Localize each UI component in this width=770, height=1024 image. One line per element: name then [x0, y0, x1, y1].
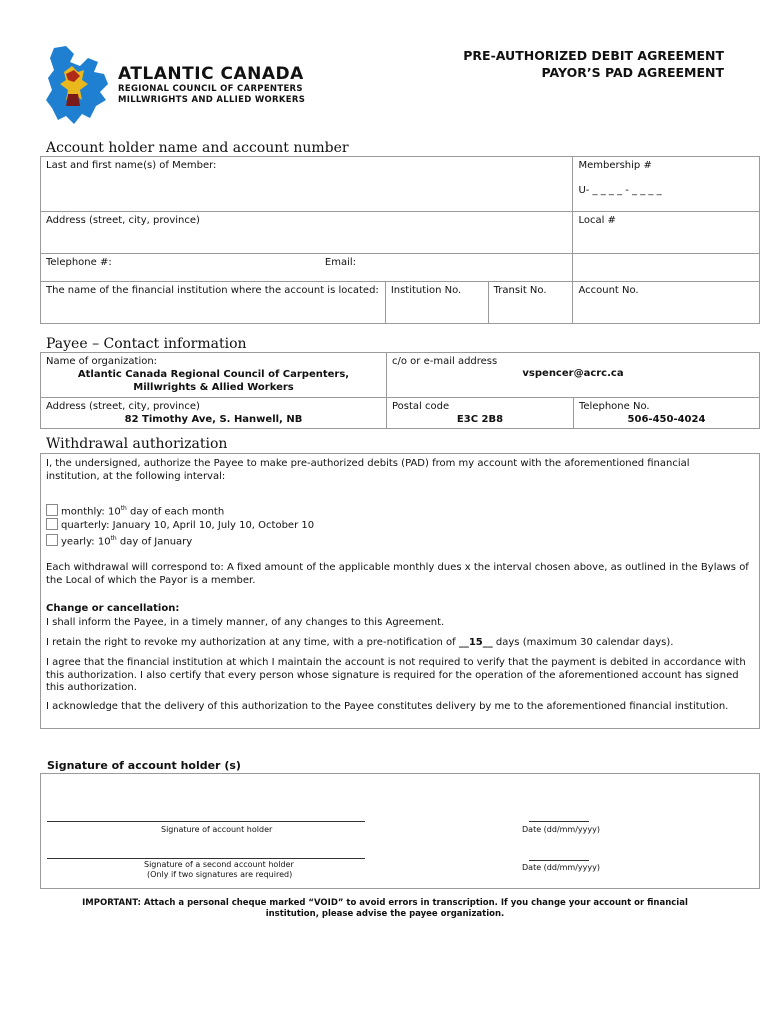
checkbox-quarterly[interactable]: [46, 518, 58, 530]
transit-no-field[interactable]: Transit No.: [488, 282, 573, 324]
org-name: ATLANTIC CANADA: [118, 64, 304, 84]
institution-name-field[interactable]: The name of the financial institution where the account is located:: [41, 282, 386, 324]
signature-label-1: Signature of account holder: [161, 825, 273, 834]
account-no-field[interactable]: Account No.: [573, 282, 760, 324]
option-quarterly[interactable]: quarterly: January 10, April 10, July 10, October 10: [46, 518, 314, 533]
withdrawal-intro: I, the undersigned, authorize the Payee to make pre-authorized debits (PAD) from my account with the aforementioned financial institution, at the following interval:: [46, 458, 690, 482]
blank-cell: [573, 254, 760, 282]
payee-section-title: Payee – Contact information: [46, 336, 247, 352]
payee-org-cell: Name of organization: Atlantic Canada Regional Council of Carpenters, Millwrights & Allied Workers: [41, 353, 387, 398]
option-yearly[interactable]: yearly: 10th day of January: [46, 533, 192, 549]
account-table: [40, 156, 760, 324]
date-line-1[interactable]: [529, 821, 589, 822]
withdrawal-box: [40, 453, 760, 729]
payee-phone-cell: Telephone No. 506-450-4024: [574, 398, 760, 429]
member-name-field[interactable]: Last and first name(s) of Member:: [41, 157, 573, 212]
signature-note-2: (Only if two signatures are required): [147, 870, 293, 879]
address-field[interactable]: Address (street, city, province): [41, 212, 573, 254]
doc-title-1: PRE-AUTHORIZED DEBIT AGREEMENT: [463, 48, 724, 63]
payee-address-cell: Address (street, city, province) 82 Timothy Ave, S. Hanwell, NB: [41, 398, 387, 429]
org-line2: REGIONAL COUNCIL OF CARPENTERS: [118, 84, 303, 94]
important-note: IMPORTANT: Attach a personal cheque marked “VOID” to avoid errors in transcription. If you change your account or financial institution, please advise the payee organization.: [82, 898, 688, 919]
membership-field[interactable]: Membership # U- _ _ _ _ - _ _ _ _: [573, 157, 760, 212]
amount-text: Each withdrawal will correspond to: A fixed amount of the applicable monthly dues x the interval chosen above, as outlined in the Bylaws of the Local of which the Payor is a member.: [46, 562, 749, 586]
checkbox-monthly[interactable]: [46, 504, 58, 516]
local-field[interactable]: Local #: [573, 212, 760, 254]
ack-text: I acknowledge that the delivery of this authorization to the Payee constitutes delivery by me to the aforementioned financial institution.: [46, 701, 729, 712]
account-section-title: Account holder name and account number: [46, 140, 349, 156]
inform-text: I shall inform the Payee, in a timely manner, of any changes to this Agreement.: [46, 617, 445, 628]
change-heading: Change or cancellation:: [46, 603, 180, 614]
signature-box: [40, 773, 760, 889]
logo: [44, 44, 319, 129]
signature-line-2[interactable]: [47, 858, 365, 859]
revoke-text: I retain the right to revoke my authorization at any time, with a pre-notification of __15__ days (maximum 30 calendar days).: [46, 637, 674, 648]
signature-line-1[interactable]: [47, 821, 365, 822]
institution-no-field[interactable]: Institution No.: [385, 282, 488, 324]
telephone-email-field[interactable]: Telephone #: Email:: [41, 254, 573, 282]
date-label-1: Date (dd/mm/yyyy): [522, 825, 600, 834]
date-label-2: Date (dd/mm/yyyy): [522, 863, 600, 872]
checkbox-yearly[interactable]: [46, 534, 58, 546]
doc-title-2: PAYOR’S PAD AGREEMENT: [541, 65, 724, 80]
signature-section-title: Signature of account holder (s): [47, 759, 241, 772]
date-line-2[interactable]: [529, 860, 589, 861]
payee-email-cell: c/o or e-mail address vspencer@acrc.ca: [387, 353, 760, 398]
withdrawal-section-title: Withdrawal authorization: [46, 436, 228, 452]
option-monthly[interactable]: monthly: 10th day of each month: [46, 503, 224, 519]
agree-text: I agree that the financial institution at which I maintain the account is not required to verify that the payment is debited in accordance with this authorization. I also certify that every person whose signature is required for the operation of the aforementioned account has signed this authorization.: [46, 657, 746, 693]
maple-map-logo-icon: [44, 44, 116, 129]
payee-postal-cell: Postal code E3C 2B8: [387, 398, 574, 429]
signature-label-2: Signature of a second account holder: [144, 860, 294, 869]
org-line3: MILLWRIGHTS AND ALLIED WORKERS: [118, 95, 306, 105]
payee-table: [40, 352, 760, 429]
